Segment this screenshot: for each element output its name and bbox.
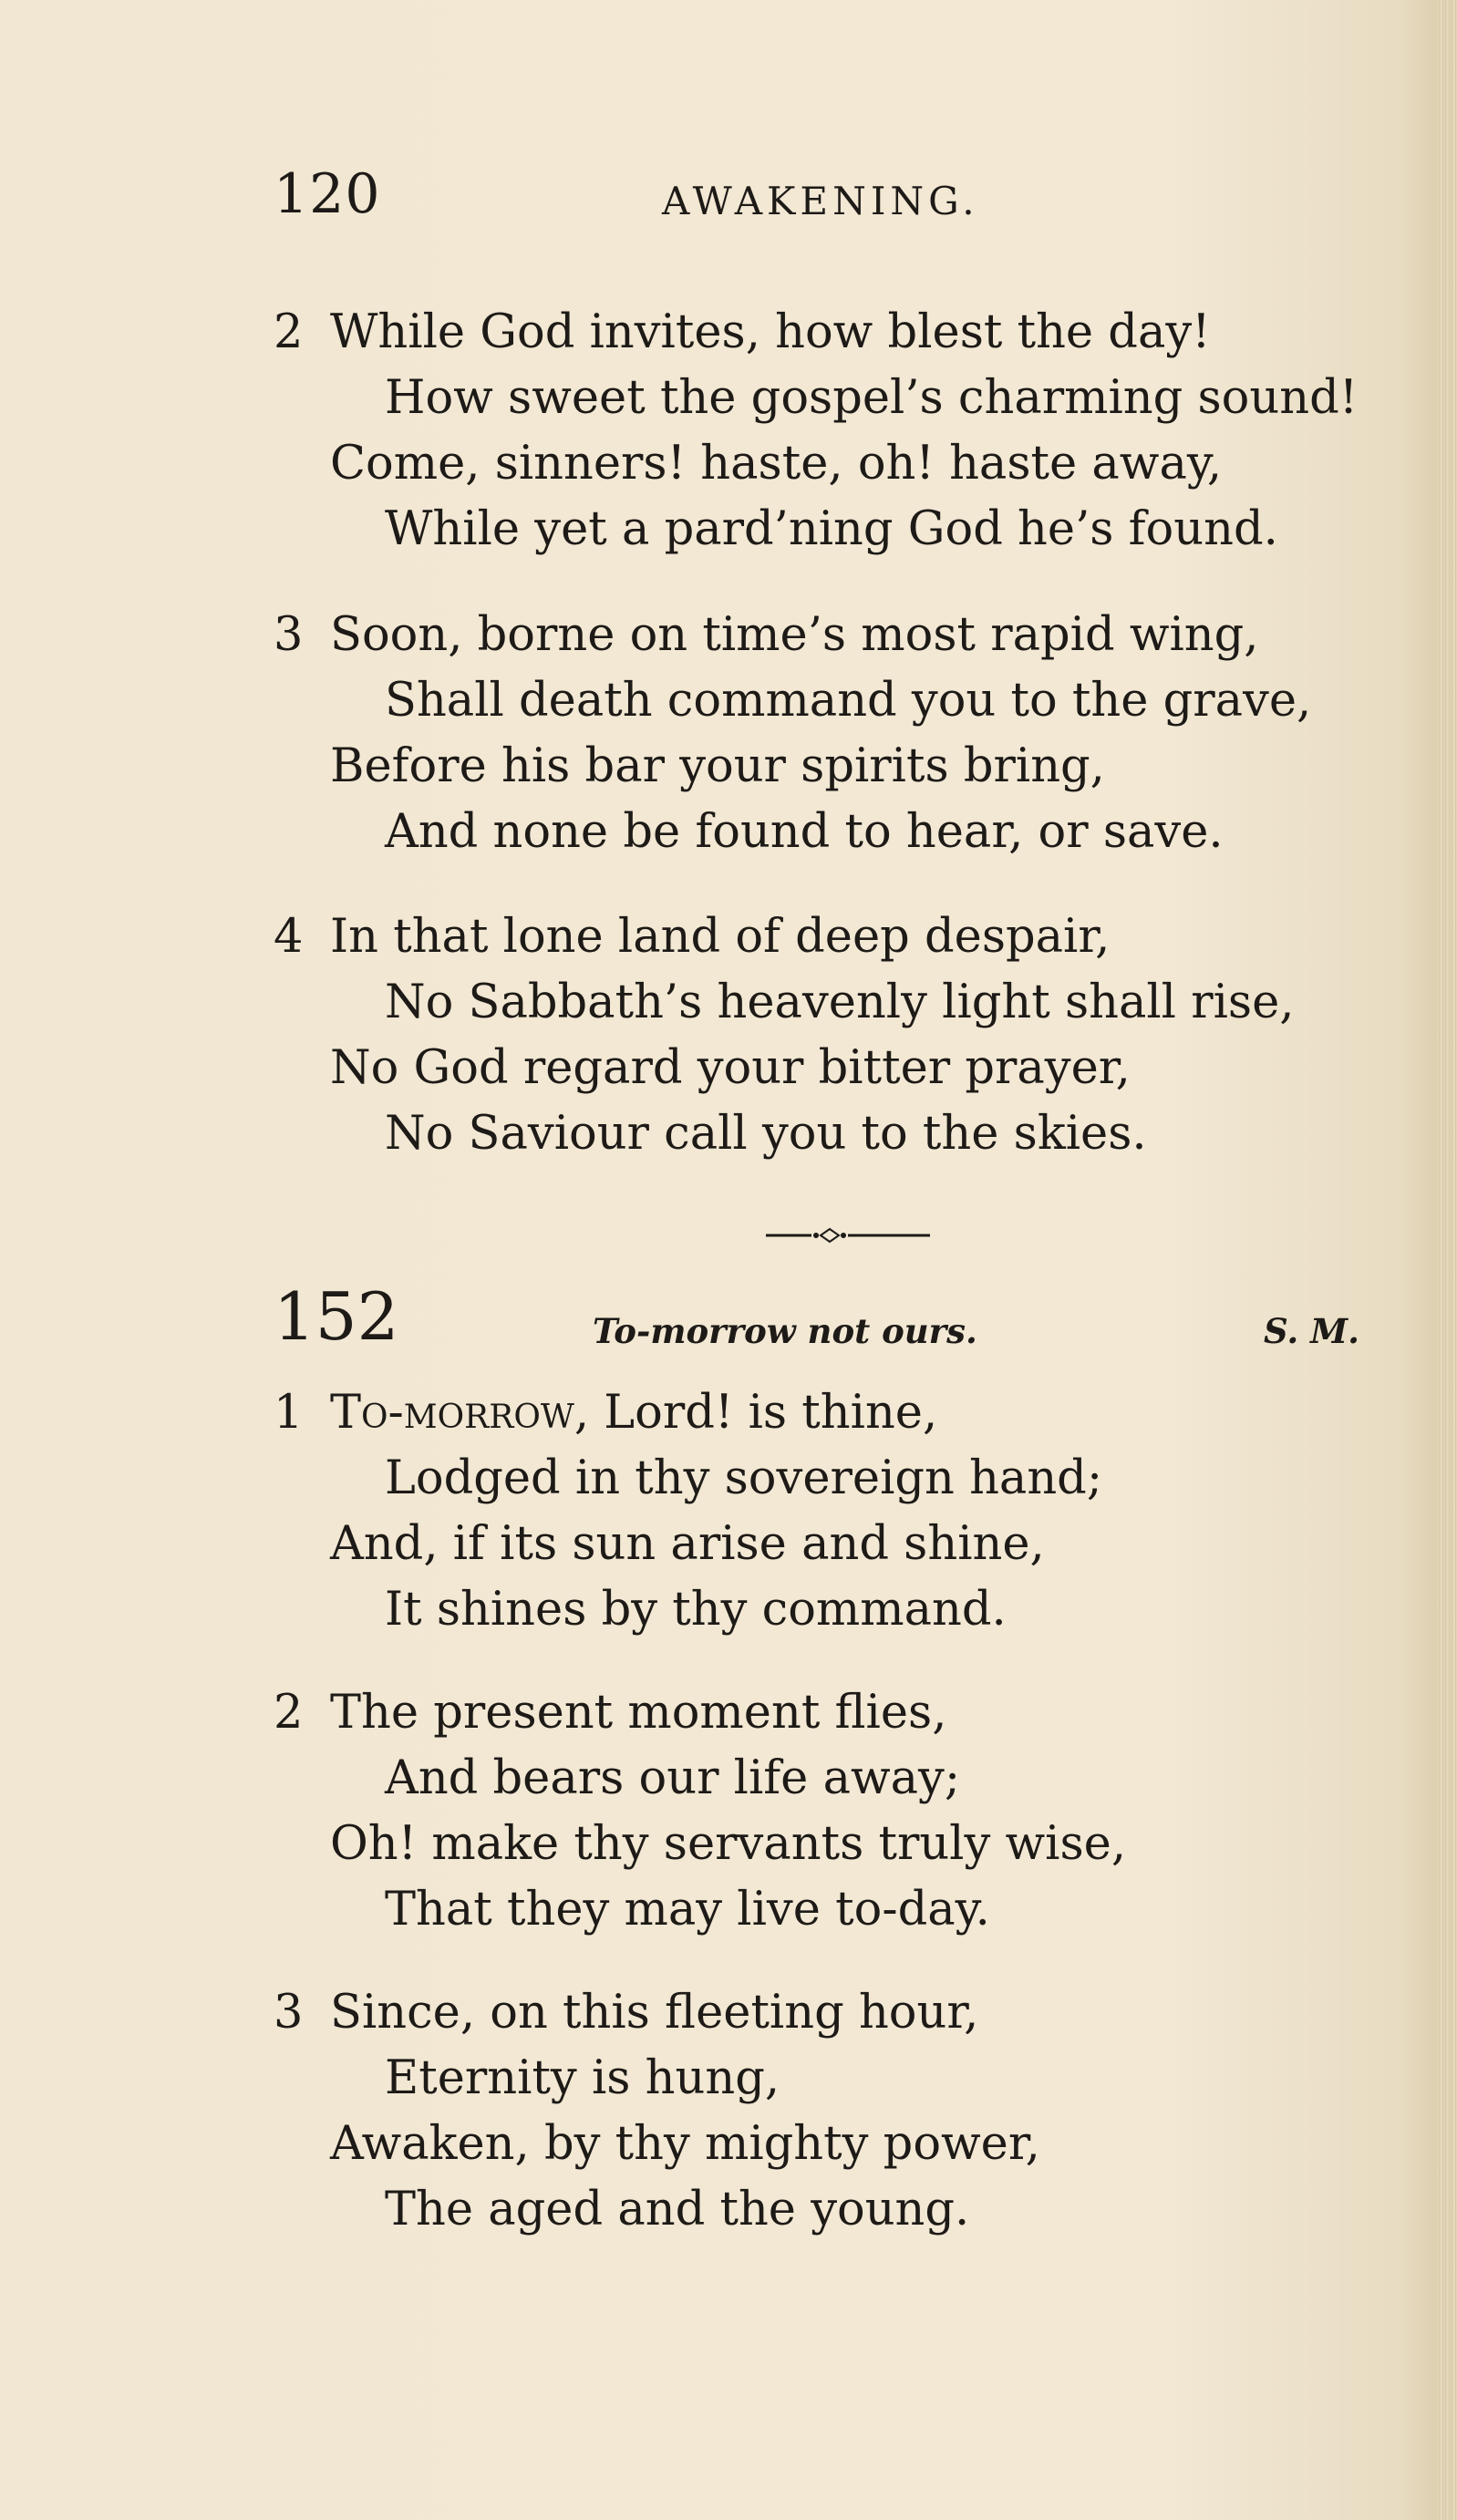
hymn-title: To-morrow not ours. — [593, 1311, 977, 1351]
verse-line: Lodged in thy sovereign hand; — [385, 1451, 1103, 1505]
stanza-1 — [274, 1380, 1413, 1643]
verse-line: Oh! make thy servants truly wise, — [330, 1817, 1127, 1871]
page-header — [274, 162, 1368, 235]
verse-line: And, if its sun arise and shine, — [330, 1517, 1045, 1571]
verse-line: And none be found to hear, or save. — [385, 805, 1224, 859]
stanza-prev-2 — [274, 300, 1413, 563]
verse-line: No God regard your bitter prayer, — [330, 1041, 1131, 1095]
stanza-number: 3 — [274, 1986, 304, 2040]
verse-line: And bears our life away; — [385, 1751, 961, 1805]
verse-line: Eternity is hung, — [385, 2051, 780, 2105]
verse-line: 2 While God invites, how blest the day! — [274, 300, 1413, 366]
stanza-prev-3 — [274, 603, 1413, 865]
ornamental-divider — [766, 1226, 930, 1245]
stanza-number: 2 — [274, 1686, 304, 1740]
verse-line: No Sabbath’s heavenly light shall rise, — [385, 976, 1295, 1029]
verse-line: Come, sinners! haste, oh! haste away, — [330, 437, 1223, 491]
verse-line: No Saviour call you to the skies. — [385, 1107, 1147, 1161]
hymn-meter: S. M. — [1264, 1311, 1360, 1351]
hymn-heading — [274, 1278, 1422, 1360]
verse-line: The aged and the young. — [385, 2183, 970, 2236]
verse-line: That they may live to-day. — [385, 1883, 990, 1936]
stanza-number: 2 — [274, 305, 304, 359]
stanza-number: 1 — [274, 1386, 304, 1440]
verse-line: While yet a pard’ning God he’s found. — [385, 502, 1278, 556]
verse-line: 4 In that lone land of deep despair, — [274, 904, 1413, 970]
verse-line: 3 Since, on this fleeting hour, — [274, 1980, 1413, 2046]
stanza-number: 3 — [274, 608, 304, 662]
verse-line: How sweet the gospel’s charming sound! — [385, 371, 1359, 425]
verse-line: 1 To-morrow, Lord! is thine, — [274, 1380, 1413, 1446]
stanza-number: 4 — [274, 910, 304, 964]
stanza-prev-4 — [274, 904, 1413, 1167]
verse-line: Awaken, by thy mighty power, — [330, 2117, 1040, 2171]
hymn-number: 152 — [274, 1278, 399, 1355]
first-word: To-morrow, — [330, 1386, 590, 1440]
running-title: AWAKENING. — [662, 179, 979, 223]
verse-line: Shall death command you to the grave, — [385, 674, 1312, 728]
verse-line: Before his bar your spirits bring, — [330, 739, 1105, 793]
verse-line: 3 Soon, borne on time’s most rapid wing, — [274, 603, 1413, 668]
verse-line: 2 The present moment flies, — [274, 1680, 1413, 1746]
page-edge — [1437, 0, 1457, 2520]
verse-line: It shines by thy command. — [385, 1583, 1007, 1637]
stanza-3 — [274, 1980, 1413, 2243]
stanza-2 — [274, 1680, 1413, 1943]
page-number: 120 — [274, 162, 381, 226]
